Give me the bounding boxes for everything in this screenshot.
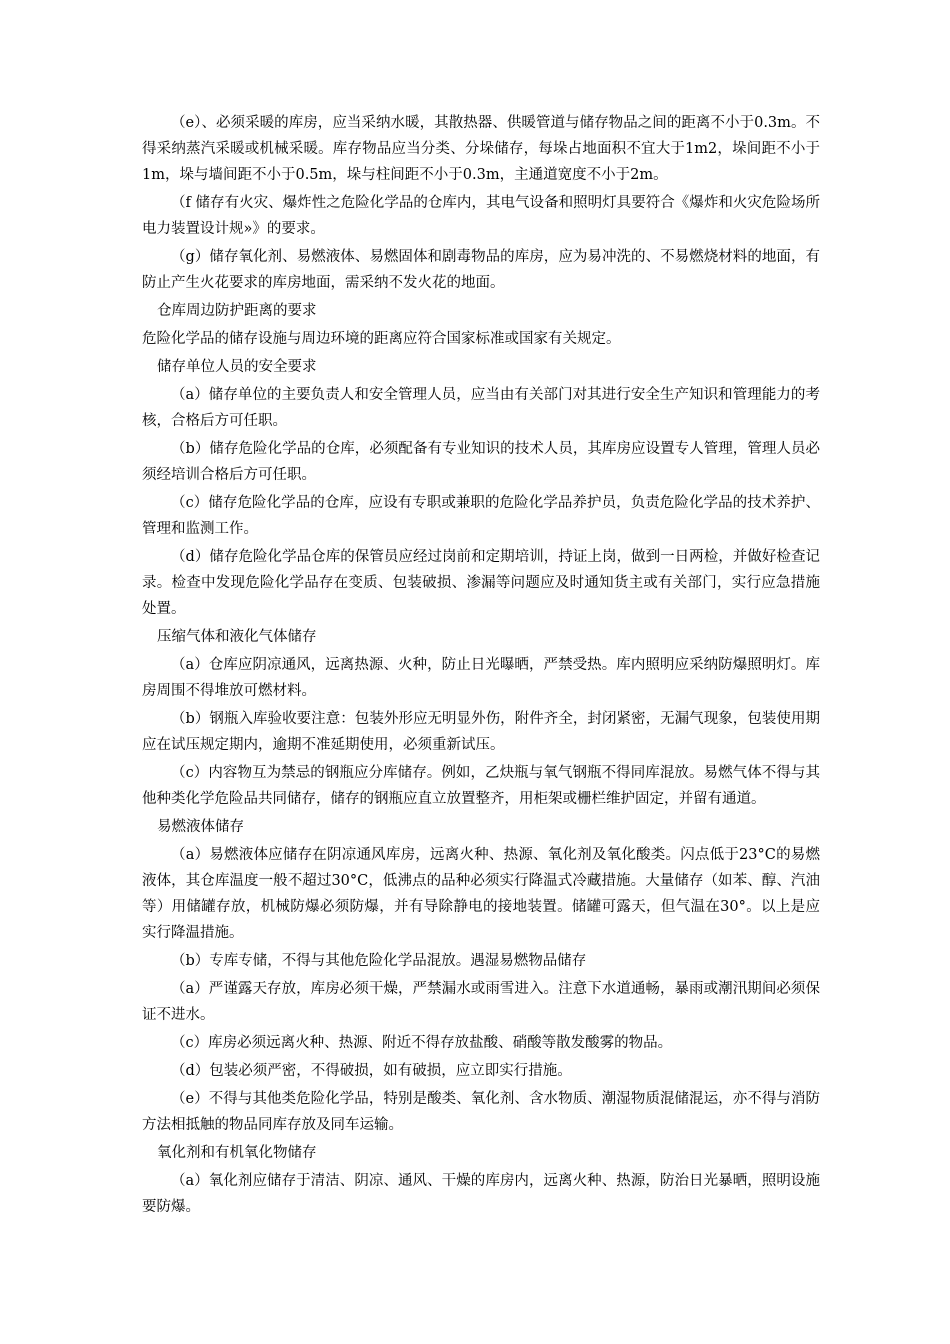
paragraph-liquid-b: （b）专库专储，不得与其他危险化学品混放。遇湿易燃物品储存 [171,953,587,969]
paragraph-wet-d: （d）包装必须严密，不得破损，如有破损，应立即实行措施。 [171,1063,572,1079]
paragraph-gas-c: （c）内容物互为禁忌的钢瓶应分库储存。例如，乙炔瓶与氧气钢瓶不得同库混放。易燃气体不得与其他种类化学危险品共同储存，储存的钢瓶应直立放置整齐，用柜架或栅栏维护固定，并留有通道。 [142,765,820,807]
section-heading-compressed-gas: 压缩气体和液化气体储存 [157,629,317,645]
paragraph-wet-e: （e）不得与其他类危险化学品，特别是酸类、氧化剂、含水物质、潮湿物质混储混运，亦不得与消防方法相抵触的物品同库存放及同车运输。 [142,1091,820,1133]
paragraph-heating-requirements: （e）、必须采暖的库房，应当采纳水暖，其散热器、供暖管道与储存物品之间的距离不小于0.3m。不得采纳蒸汽采暖或机械采暖。库存物品应当分类、分垛储存，每垛占地面积不宜大于1m2，垛间距不小于1m，垛与墙间距不小于0.5m，垛与柱间距不小于0.3m，主通道宽度不小于2m。 [142,115,820,183]
paragraph-wet-c: （c）库房必须远离火种、热源、附近不得存放盐酸、硝酸等散发酸雾的物品。 [171,1035,673,1051]
section-heading-oxidizer: 氧化剂和有机氧化物储存 [157,1145,317,1161]
paragraph-electrical-equipment: （f 储存有火灾、爆炸性之危险化学品的仓库内，其电气设备和照明灯具要符合《爆炸和火灾危险场所电力装置设计规»》的要求。 [142,195,820,237]
paragraph-wet-a: （a）严谨露天存放，库房必须干燥，严禁漏水或雨雪进入。注意下水道通畅，暴雨或潮汛期间必须保证不进水。 [142,981,820,1023]
paragraph-personnel-c: （c）储存危险化学品的仓库，应设有专职或兼职的危险化学品养护员，负责危险化学品的技术养护、管理和监测工作。 [142,495,820,537]
section-heading-protection-distance: 仓库周边防护距离的要求 [157,303,317,319]
section-heading-personnel-safety: 储存单位人员的安全要求 [157,359,317,375]
paragraph-floor-requirements: （g）储存氧化剂、易燃液体、易燃固体和剧毒物品的库房，应为易冲洗的、不易燃烧材料的地面，有防止产生火花要求的库房地面，需采纳不发火花的地面。 [142,249,820,291]
paragraph-liquid-a: （a）易燃液体应储存在阴凉通风库房，远离火种、热源、氧化剂及氧化酸类。闪点低于23°C的易燃液体，其仓库温度一般不超过30°C，低沸点的品种必须实行降温式冷藏措施。大量储存（如苯、醇、汽油等）用储罐存放，机械防爆必须防爆，并有导除静电的接地装置。储罐可露天，但气温在30°。以上是应实行降温措施。 [142,847,820,941]
paragraph-oxidizer-a: （a）氧化剂应储存于清洁、阴凉、通风、干燥的库房内，远离火种、热源，防治日光暴晒，照明设施要防爆。 [142,1173,820,1215]
paragraph-gas-b: （b）钢瓶入库验收要注意：包装外形应无明显外伤，附件齐全，封闭紧密，无漏气现象，包装使用期应在试压规定期内，逾期不准延期使用，必须重新试压。 [142,711,820,753]
paragraph-gas-a: （a）仓库应阴凉通风，远离热源、火种，防止日光曝晒，严禁受热。库内照明应采纳防爆照明灯。库房周围不得堆放可燃材料。 [142,657,820,699]
paragraph-personnel-a: （a）储存单位的主要负责人和安全管理人员，应当由有关部门对其进行安全生产知识和管理能力的考核，合格后方可任职。 [142,387,820,429]
document-page [142,110,820,1222]
paragraph-personnel-b: （b）储存危险化学品的仓库，必须配备有专业知识的技术人员，其库房应设置专人管理，管理人员必须经培训合格后方可任职。 [142,441,820,483]
section-heading-flammable-liquid: 易燃液体储存 [157,819,244,835]
paragraph-personnel-d: （d）储存危险化学品仓库的保管员应经过岗前和定期培训，持证上岗，做到一日两检，并做好检查记录。检查中发现危险化学品存在变质、包装破损、渗漏等问题应及时通知货主或有关部门，实行应急措施处置。 [142,549,820,617]
paragraph-distance-standard: 危险化学品的储存设施与周边环境的距离应符合国家标准或国家有关规定。 [142,331,621,347]
